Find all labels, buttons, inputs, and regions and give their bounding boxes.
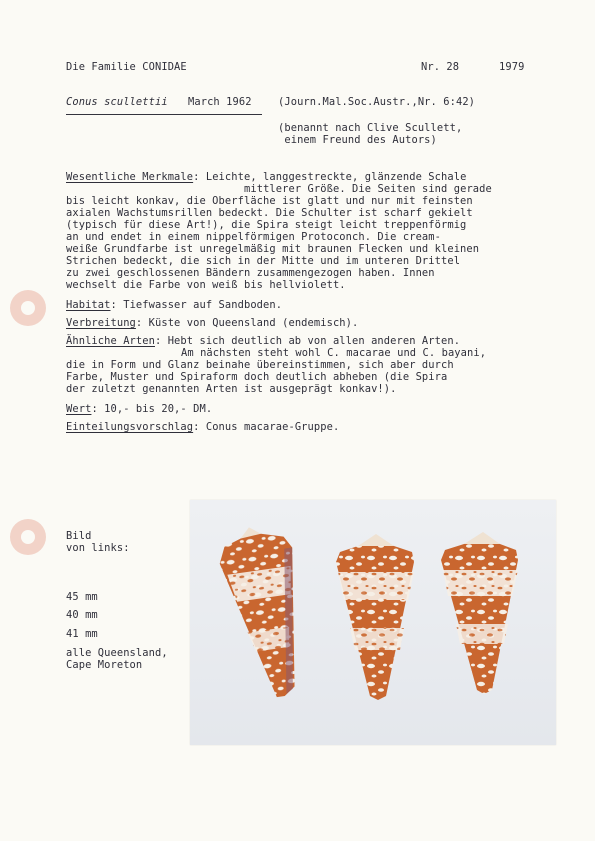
merkmale-line-5: (typisch für diese Art!), die Spira steigt leicht treppenförmig xyxy=(66,219,467,231)
aehnliche-line-1: : Hebt sich deutlich ab von allen anderen Arten. xyxy=(154,335,461,347)
verbreitung-text: : Küste von Queensland (endemisch). xyxy=(135,317,359,329)
species-reference: (Journ.Mal.Soc.Austr.,Nr. 6:42) xyxy=(278,96,476,108)
sheet-number: Nr. 28 xyxy=(421,61,460,73)
naming-note-1: (benannt nach Clive Scullett, xyxy=(278,122,463,134)
aehnliche-block xyxy=(66,335,460,347)
wert-row xyxy=(66,403,212,415)
sheet-year: 1979 xyxy=(499,61,525,73)
bild-title-1: Bild xyxy=(66,530,92,542)
punch-hole-top xyxy=(10,290,46,326)
merkmale-line-6: an und endet in einem nippelförmigen Protoconch. Die cream- xyxy=(66,231,441,243)
shell-right xyxy=(441,532,518,694)
merkmale-line-8: Strichen bedeckt, die sich in der Mitte und im unteren Drittel xyxy=(66,255,461,267)
bild-locality-2: Cape Moreton xyxy=(66,659,143,671)
bild-locality-1: alle Queensland, xyxy=(66,647,168,659)
merkmale-line-9: zu zwei geschlossenen Bändern zusammengezogen haben. Innen xyxy=(66,267,435,279)
shell-left xyxy=(215,522,312,703)
aehnliche-label: Ähnliche Arten xyxy=(66,335,155,347)
aehnliche-line-2: Am nächsten steht wohl C. macarae und C. bayani, xyxy=(181,347,487,359)
aehnliche-line-4: Farbe, Muster und Spiraform doch deutlich abheben (die Spira xyxy=(66,371,448,383)
merkmale-line-2: mittlerer Größe. Die Seiten sind gerade xyxy=(244,183,492,195)
merkmale-line-3: bis leicht konkav, die Oberfläche ist glatt und nur mit feinsten xyxy=(66,195,473,207)
family-heading: Die Familie CONIDAE xyxy=(66,61,187,73)
merkmale-label: Wesentliche Merkmale xyxy=(66,171,194,183)
einteilung-label: Einteilungsvorschlag xyxy=(66,421,194,433)
bild-title-2: von links: xyxy=(66,542,130,554)
habitat-row xyxy=(66,299,282,311)
habitat-text: : Tiefwasser auf Sandboden. xyxy=(110,299,283,311)
species-author: March 1962 xyxy=(188,96,252,108)
shell-photo-svg xyxy=(190,500,556,745)
shell-middle xyxy=(336,534,414,700)
wert-text: : 10,- bis 20,- DM. xyxy=(91,403,213,415)
bild-size-2: 40 mm xyxy=(66,609,98,621)
naming-note-2: einem Freund des Autors) xyxy=(278,134,437,146)
bild-size-3: 41 mm xyxy=(66,628,98,640)
bild-size-1: 45 mm xyxy=(66,591,98,603)
aehnliche-line-3: die in Form und Glanz beinahe übereinstimmen, sich aber durch xyxy=(66,359,454,371)
merkmale-line-4: axialen Wachstumsrillen bedeckt. Die Schulter ist scharf gekielt xyxy=(66,207,473,219)
merkmale-block xyxy=(66,171,466,183)
merkmale-line-7: weiße Grundfarbe ist unregelmäßig mit braunen Flecken und kleinen xyxy=(66,243,480,255)
einteilung-text: : Conus macarae-Gruppe. xyxy=(193,421,340,433)
punch-hole-bottom xyxy=(10,519,46,555)
wert-label: Wert xyxy=(66,403,92,415)
habitat-label: Habitat xyxy=(66,299,111,311)
species-title xyxy=(66,96,262,115)
merkmale-line-10: wechselt die Farbe von weiß bis hellviolett. xyxy=(66,279,346,291)
einteilung-row xyxy=(66,421,339,433)
aehnliche-line-5: der zuletzt genannten Arten ist ausgeprägt konkav!). xyxy=(66,383,397,395)
shell-photograph xyxy=(190,500,556,745)
merkmale-line-1: : Leichte, langgestreckte, glänzende Schale xyxy=(193,171,467,183)
species-name: Conus scullettii xyxy=(66,96,168,108)
verbreitung-row xyxy=(66,317,358,329)
verbreitung-label: Verbreitung xyxy=(66,317,136,329)
